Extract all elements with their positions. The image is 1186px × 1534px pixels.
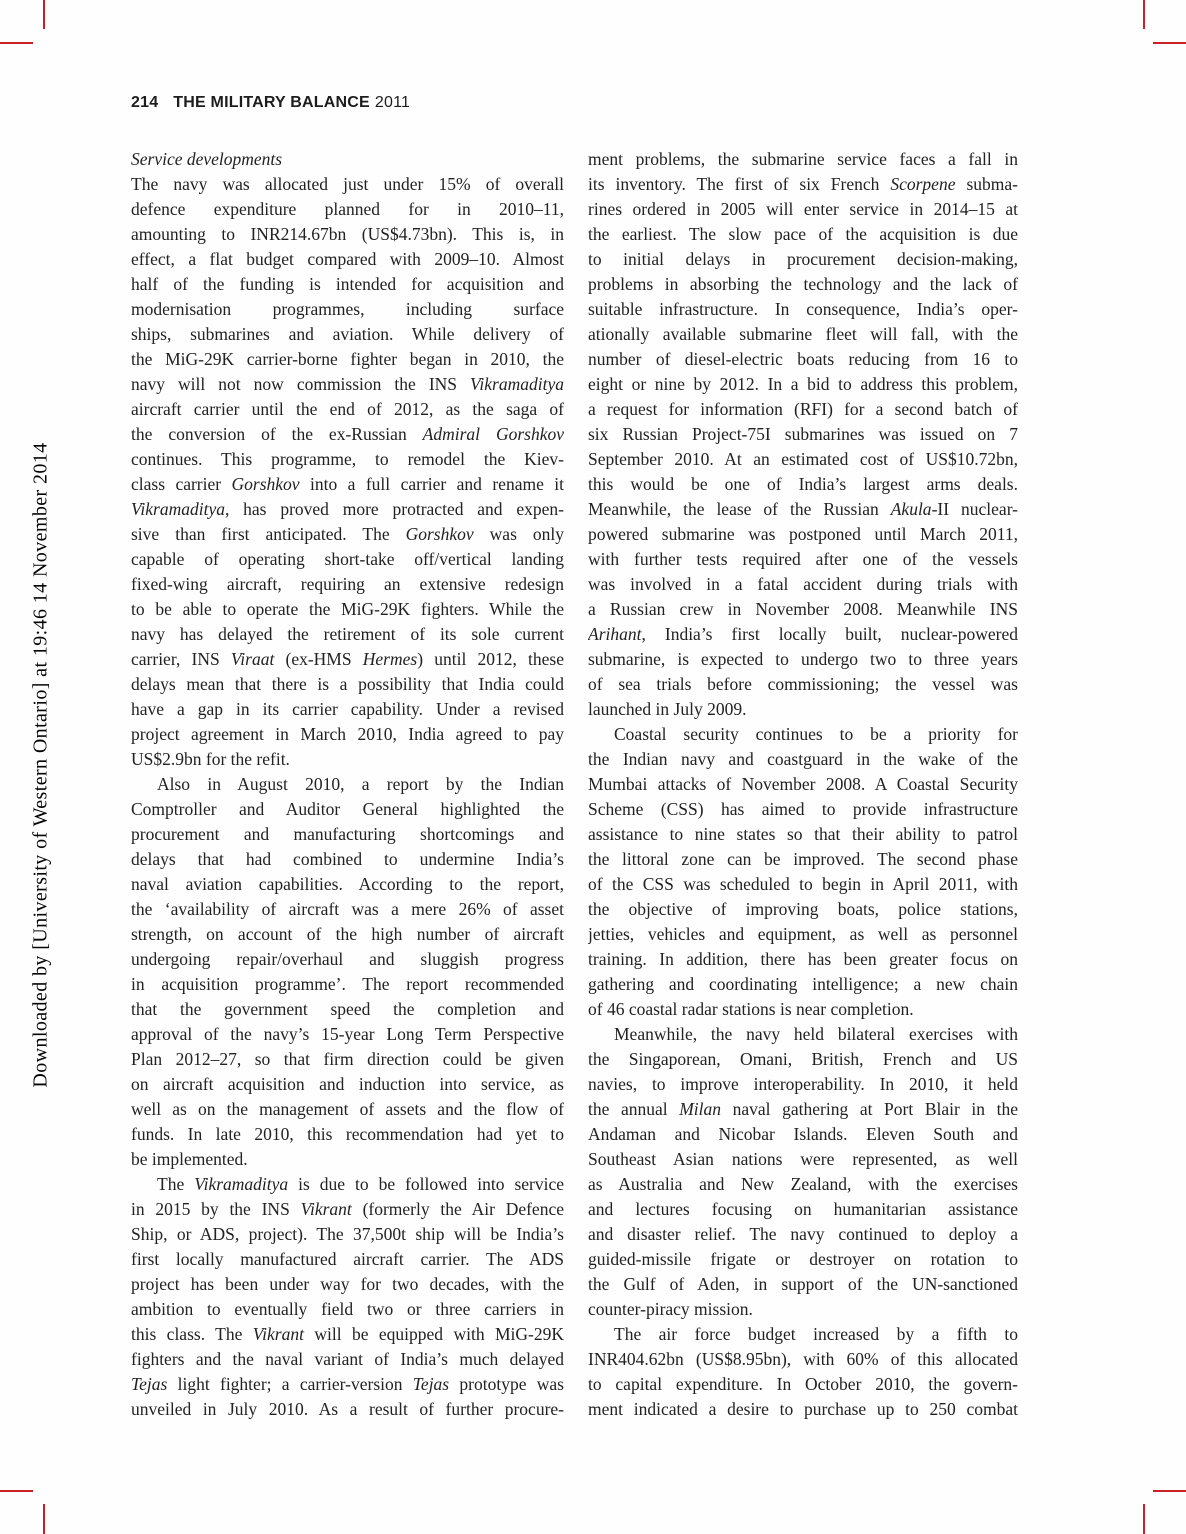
text-line: September 2010. At an estimated cost of US$10.72bn, [588, 449, 1018, 469]
text-line: Also in August 2010, a report by the Indian [157, 774, 564, 794]
text-line: ment indicated a desire to purchase up to 250 combat [588, 1399, 1018, 1419]
text-line: unveiled in July 2010. As a result of further procure- [131, 1399, 564, 1419]
text-line: suitable infrastructure. In consequence, India’s oper- [588, 299, 1018, 319]
text-line: number of diesel-electric boats reducing from 16 to [588, 349, 1018, 369]
text-line: well as on the management of assets and the flow of [131, 1099, 564, 1119]
text-line: and lectures focusing on humanitarian assistance [588, 1199, 1018, 1219]
text-line: effect, a flat budget compared with 2009–10. Almost [131, 249, 564, 269]
text-line: strength, on account of the high number of aircraft [131, 924, 564, 944]
text-line: first locally manufactured aircraft carrier. The ADS [131, 1249, 564, 1269]
text-line: have a gap in its carrier capability. Under a revised [131, 699, 564, 719]
text-line: funds. In late 2010, this recommendation had yet to [131, 1124, 564, 1144]
text-line: Vikramaditya, has proved more protracted and expen- [131, 499, 564, 519]
crop-mark-bottom-right-vertical [1143, 1504, 1145, 1534]
text-line: training. In addition, there has been greater focus on [588, 949, 1018, 969]
book-year: 2011 [374, 94, 411, 111]
text-line: continues. This programme, to remodel the Kiev- [131, 449, 564, 469]
text-line: capable of operating short-take off/vertical landing [131, 549, 564, 569]
text-line: fixed-wing aircraft, requiring an extensive redesign [131, 574, 564, 594]
crop-mark-bottom-right-horizontal [1153, 1490, 1186, 1492]
text-line: modernisation programmes, including surface [131, 299, 564, 319]
text-line: Meanwhile, the lease of the Russian Akula-II nuclear- [588, 499, 1018, 519]
text-line: its inventory. The first of six French Scorpene subma- [588, 174, 1018, 194]
text-line: fighters and the naval variant of India’s much delayed [131, 1349, 564, 1369]
text-line: powered submarine was postponed until March 2011, [588, 524, 1018, 544]
crop-mark-top-right-vertical [1143, 0, 1145, 29]
text-line: six Russian Project-75I submarines was issued on 7 [588, 424, 1018, 444]
text-line: jetties, vehicles and equipment, as well as personnel [588, 924, 1018, 944]
text-line: delays that had combined to undermine India’s [131, 849, 564, 869]
text-line: with further tests required after one of the vessels [588, 549, 1018, 569]
text-line: the Gulf of Aden, in support of the UN-sanctioned [588, 1274, 1018, 1294]
text-line: to be able to operate the MiG-29K fighters. While the [131, 599, 564, 619]
page-number: 214 [131, 94, 159, 111]
text-line: project has been under way for two decades, with the [131, 1274, 564, 1294]
text-line: Arihant, India’s first locally built, nuclear-powered [588, 624, 1018, 644]
text-line: was involved in a fatal accident during trials with [588, 574, 1018, 594]
text-line: of the CSS was scheduled to begin in April 2011, with [588, 874, 1018, 894]
text-line: Southeast Asian nations were represented, as well [588, 1149, 1018, 1169]
text-line: procurement and manufacturing shortcomings and [131, 824, 564, 844]
text-line: the Indian navy and coastguard in the wake of the [588, 749, 1018, 769]
text-line: delays mean that there is a possibility that India could [131, 674, 564, 694]
text-line: counter-piracy mission. [588, 1299, 753, 1319]
text-column-left [131, 147, 564, 1422]
crop-mark-top-left-vertical [43, 0, 45, 29]
text-line: the conversion of the ex-Russian Admiral Gorshkov [131, 424, 564, 444]
text-line: Tejas light fighter; a carrier-version Tejas prototype was [131, 1374, 564, 1394]
text-line: rines ordered in 2005 will enter service in 2014–15 at [588, 199, 1018, 219]
text-line: of 46 coastal radar stations is near completion. [588, 999, 914, 1019]
text-line: the earliest. The slow pace of the acquisition is due [588, 224, 1018, 244]
text-line: half of the funding is intended for acquisition and [131, 274, 564, 294]
text-line: of sea trials before commissioning; the vessel was [588, 674, 1018, 694]
text-line: on aircraft acquisition and induction into service, as [131, 1074, 564, 1094]
text-line: in 2015 by the INS Vikrant (formerly the Air Defence [131, 1199, 564, 1219]
text-line: Andaman and Nicobar Islands. Eleven South and [588, 1124, 1018, 1144]
text-line: US$2.9bn for the refit. [131, 749, 290, 769]
text-line: eight or nine by 2012. In a bid to address this problem, [588, 374, 1018, 394]
text-line: Meanwhile, the navy held bilateral exercises with [614, 1024, 1018, 1044]
text-line: ationally available submarine fleet will fall, with the [588, 324, 1018, 344]
text-line: guided-missile frigate or destroyer on rotation to [588, 1249, 1018, 1269]
text-line: the annual Milan naval gathering at Port Blair in the [588, 1099, 1018, 1119]
text-line: The Vikramaditya is due to be followed into service [157, 1174, 564, 1194]
section-heading: Service developments [131, 149, 283, 169]
text-line: Mumbai attacks of November 2008. A Coastal Security [588, 774, 1018, 794]
text-line: The air force budget increased by a fifth to [614, 1324, 1018, 1344]
text-line: approval of the navy’s 15-year Long Term Perspective [131, 1024, 564, 1044]
text-line: navy will not now commission the INS Vikramaditya [131, 374, 564, 394]
text-line: carrier, INS Viraat (ex-HMS Hermes) until 2012, these [131, 649, 564, 669]
text-line: to initial delays in procurement decision-making, [588, 249, 1018, 269]
book-title: THE MILITARY BALANCE [173, 94, 370, 111]
text-line: assistance to nine states so that their ability to patrol [588, 824, 1018, 844]
text-line: as Australia and New Zealand, with the exercises [588, 1174, 1018, 1194]
text-line: ment problems, the submarine service faces a fall in [588, 149, 1018, 169]
download-watermark: Downloaded by [University of Western Ontario] at 19:46 14 November 2014 [29, 442, 52, 1088]
text-line: Comptroller and Auditor General highlighted the [131, 799, 564, 819]
text-line: a request for information (RFI) for a second batch of [588, 399, 1018, 419]
text-line: that the government speed the completion and [131, 999, 564, 1019]
text-line: the MiG-29K carrier-borne fighter began in 2010, the [131, 349, 564, 369]
text-line: aircraft carrier until the end of 2012, as the saga of [131, 399, 564, 419]
crop-mark-top-left-horizontal [0, 42, 33, 44]
text-line: navy has delayed the retirement of its sole current [131, 624, 564, 644]
text-line: sive than first anticipated. The Gorshkov was only [131, 524, 564, 544]
text-line: navies, to improve interoperability. In 2010, it held [588, 1074, 1018, 1094]
text-column-right [588, 147, 1018, 1422]
text-line: defence expenditure planned for in 2010–11, [131, 199, 564, 219]
text-line: in acquisition programme’. The report recommended [131, 974, 564, 994]
text-line: amounting to INR214.67bn (US$4.73bn). This is, in [131, 224, 564, 244]
text-line: Coastal security continues to be a priority for [614, 724, 1018, 744]
text-line: gathering and coordinating intelligence; a new chain [588, 974, 1018, 994]
text-line: Scheme (CSS) has aimed to provide infrastructure [588, 799, 1018, 819]
text-line: ships, submarines and aviation. While delivery of [131, 324, 564, 344]
text-line: INR404.62bn (US$8.95bn), with 60% of this allocated [588, 1349, 1018, 1369]
text-line: launched in July 2009. [588, 699, 747, 719]
text-line: ambition to eventually field two or three carriers in [131, 1299, 564, 1319]
crop-mark-top-right-horizontal [1153, 42, 1186, 44]
crop-mark-bottom-left-horizontal [0, 1490, 33, 1492]
text-line: undergoing repair/overhaul and sluggish progress [131, 949, 564, 969]
text-line: project agreement in March 2010, India agreed to pay [131, 724, 564, 744]
text-line: this class. The Vikrant will be equipped with MiG-29K [131, 1324, 564, 1344]
text-line: Ship, or ADS, project). The 37,500t ship will be India’s [131, 1224, 564, 1244]
text-line: problems in absorbing the technology and the lack of [588, 274, 1018, 294]
crop-mark-bottom-left-vertical [43, 1504, 45, 1534]
text-line: this would be one of India’s largest arms deals. [588, 474, 1018, 494]
text-line: be implemented. [131, 1149, 248, 1169]
text-line: a Russian crew in November 2008. Meanwhile INS [588, 599, 1018, 619]
text-line: the objective of improving boats, police stations, [588, 899, 1018, 919]
text-line: the littoral zone can be improved. The second phase [588, 849, 1018, 869]
text-line: naval aviation capabilities. According to the report, [131, 874, 564, 894]
page-header [131, 94, 410, 112]
text-line: to capital expenditure. In October 2010, the govern- [588, 1374, 1018, 1394]
text-line: Plan 2012–27, so that firm direction could be given [131, 1049, 564, 1069]
text-line: and disaster relief. The navy continued to deploy a [588, 1224, 1018, 1244]
text-line: class carrier Gorshkov into a full carrier and rename it [131, 474, 564, 494]
text-line: the ‘availability of aircraft was a mere 26% of asset [131, 899, 564, 919]
text-line: submarine, is expected to undergo two to three years [588, 649, 1018, 669]
text-line: The navy was allocated just under 15% of overall [131, 174, 564, 194]
text-line: the Singaporean, Omani, British, French and US [588, 1049, 1018, 1069]
